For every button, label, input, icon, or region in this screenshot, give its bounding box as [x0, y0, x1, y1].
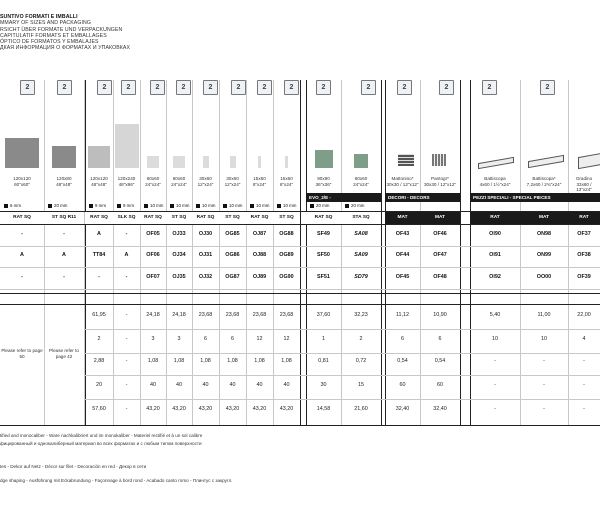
pack-value: 0,54: [397, 358, 408, 364]
size-tag-icon: 2: [540, 80, 555, 95]
pack-value: 23,68: [225, 312, 240, 318]
thickness-label: [89, 201, 106, 210]
pack-value: 12: [256, 336, 263, 342]
pack-value: -: [543, 406, 545, 412]
pack-value: 43,20: [279, 406, 294, 412]
pack-value: 40: [176, 382, 182, 388]
size-sub: 24"x24": [145, 181, 161, 187]
size-tag-icon: 2: [57, 80, 72, 95]
product-code: OI92: [489, 274, 501, 280]
thickness-label: [345, 201, 364, 210]
size-caption: [385, 176, 420, 187]
size-label: 120x120: [90, 176, 108, 181]
pack-value: 40: [229, 382, 236, 388]
size-tag-icon: 2: [316, 80, 331, 95]
thickness-value: 9 mm: [95, 203, 106, 208]
pack-value: 1,08: [254, 358, 265, 364]
pack-value: 43,20: [225, 406, 240, 412]
pack-value: -: [583, 358, 585, 364]
size-caption: [140, 176, 166, 187]
size-label: 30x60: [199, 176, 212, 181]
thickness-label: [310, 201, 329, 210]
size-label: Mattonino*: [391, 176, 414, 181]
finish-header: RAT: [568, 212, 600, 224]
header-line: SUNTIVO FORMATI E IMBALLI: [0, 14, 78, 20]
decor-swatch: [398, 154, 414, 166]
pack-value: 23,68: [198, 312, 213, 318]
size-caption: [568, 176, 600, 193]
pack-value: 15: [358, 382, 364, 388]
size-caption: [273, 176, 300, 187]
page-header: [0, 14, 130, 52]
pack-value: 40: [202, 382, 209, 388]
size-caption: [85, 176, 113, 187]
finish-header: RAT SQ: [246, 212, 273, 224]
skirting-piece: [478, 157, 514, 169]
footer-note: tes - Dekor auf Netz - Décor sur filet - Decoración en red - Декор в сети: [0, 464, 147, 469]
finish-header: ST SQ: [273, 212, 300, 224]
finish-header: ST SQ: [166, 212, 192, 224]
thickness-label: [170, 201, 189, 210]
pack-value: -: [583, 406, 585, 412]
finish-header: MAT: [385, 212, 420, 224]
thickness-square-icon: [170, 204, 174, 208]
header-line: RSICHT ÜBER FORMATE UND VERPACKUNGEN: [0, 26, 123, 33]
thickness-label: [4, 201, 21, 210]
pack-value: 43,20: [146, 406, 160, 412]
pack-value: -: [494, 358, 496, 364]
pack-value: -: [125, 406, 128, 412]
size-label: 120x120: [13, 176, 31, 181]
thickness-square-icon: [4, 204, 8, 208]
size-sub: 60"x60": [14, 181, 30, 187]
size-caption: [166, 176, 192, 187]
size-sub: 12"x24": [224, 181, 241, 187]
size-tag-icon: 2: [397, 80, 412, 95]
product-code: SF50: [317, 252, 330, 258]
pack-value: 0,54: [434, 358, 446, 364]
pack-value: -: [125, 358, 128, 364]
row-line: [85, 329, 600, 330]
product-code: OJ32: [198, 274, 213, 280]
pezzi-bar: PEZZI SPECIALI - SPECIAL PIECES: [470, 193, 600, 202]
size-tag-icon: 2: [97, 80, 112, 95]
size-label: Pantogr*: [431, 176, 449, 181]
size-label: 120x240: [117, 176, 136, 181]
pack-value: 43,20: [172, 406, 186, 412]
finish-header: RAT SQ: [192, 212, 219, 224]
product-code: ON98: [536, 231, 552, 237]
size-caption: [306, 176, 341, 187]
size-tag-icon: 2: [176, 80, 191, 95]
pack-value: 0,72: [355, 358, 367, 364]
tile-swatch: [52, 146, 76, 168]
size-caption: [420, 176, 460, 187]
product-code: -: [63, 274, 65, 280]
thickness-value: 10 mm: [283, 203, 297, 208]
size-caption: [219, 176, 246, 187]
finish-header: RAT SQ: [306, 212, 341, 224]
size-tag-icon: 2: [361, 80, 376, 95]
size-caption: [113, 176, 140, 187]
thickness-label: [277, 201, 296, 210]
thickness-square-icon: [89, 204, 93, 208]
row-line: [85, 399, 600, 400]
thickness-value: 10 mm: [150, 203, 164, 208]
finish-header: MAT: [420, 212, 460, 224]
product-code: OF06: [146, 252, 160, 258]
pack-value: 20: [96, 382, 102, 388]
row-line: [85, 375, 600, 376]
pack-value: 24,18: [146, 312, 160, 318]
size-label: 60x60: [172, 176, 186, 181]
size-sub: 24"x24": [353, 181, 369, 187]
size-tag-icon: 2: [257, 80, 272, 95]
pack-value: 4: [582, 336, 586, 342]
finish-header: RAT SQ: [85, 212, 113, 224]
finish-header: ST SQ: [219, 212, 246, 224]
pack-value: -: [543, 358, 545, 364]
pack-value: 1,08: [173, 358, 185, 364]
pack-value: 11,12: [395, 312, 410, 318]
product-code: OJ88: [252, 252, 267, 258]
thickness-square-icon: [117, 204, 121, 208]
pack-value: 60: [399, 382, 406, 388]
header-line: ÓPTICO DE FORMATOS Y EMBALAJES: [0, 39, 99, 46]
tile-swatch: [230, 156, 236, 168]
tile-swatch: [115, 124, 139, 168]
tile-swatch: [5, 138, 39, 168]
tile-swatch: [88, 146, 110, 168]
pack-value: 1,08: [281, 358, 292, 364]
pack-value: -: [543, 382, 545, 388]
product-code: OG85: [225, 231, 240, 237]
product-code: OF48: [433, 274, 447, 280]
size-sub: 4x60 / 1½"x24": [479, 181, 511, 187]
size-caption: [246, 176, 273, 187]
product-code: A: [124, 252, 129, 258]
header-band-line: [0, 224, 600, 225]
product-code: SA08: [354, 231, 368, 237]
thickness-label: [144, 201, 163, 210]
pack-value: 40: [256, 382, 263, 388]
footer-note: фицированный и однокалиберный материал во всех форматах и с любым типом поверхности: [0, 441, 202, 446]
product-code: -: [98, 274, 100, 280]
pack-value: 32,40: [395, 406, 410, 412]
pack-value: 32,23: [354, 312, 368, 318]
size-tag-icon: 2: [439, 80, 454, 95]
pack-value: 43,20: [198, 406, 213, 412]
pack-value: 1,08: [227, 358, 238, 364]
size-tag-icon: 2: [231, 80, 246, 95]
thickness-square-icon: [48, 204, 52, 208]
thickness-value: 10 mm: [229, 203, 243, 208]
tile-swatch: [203, 156, 209, 168]
pack-value: 10,90: [433, 312, 447, 318]
size-label: 30x60: [226, 176, 239, 181]
size-sub: 7,2x60 / 2¾"x24": [526, 181, 562, 187]
size-label: Battiscopa: [484, 176, 506, 181]
product-code: -: [125, 231, 128, 237]
size-label: Battiscopa*: [532, 176, 556, 181]
pack-value: 6: [204, 336, 207, 342]
size-tag-icon: 2: [20, 80, 35, 95]
group-divider: [300, 80, 301, 425]
product-code: SA09: [354, 252, 368, 258]
tile-swatch: [147, 156, 159, 168]
pack-value: 10: [492, 336, 498, 342]
product-code: -: [125, 274, 128, 280]
product-code: -: [21, 231, 23, 237]
pack-value: 6: [438, 336, 442, 342]
thickness-square-icon: [196, 204, 200, 208]
size-sub: 24"x24": [171, 181, 187, 187]
pack-value: 32,40: [433, 406, 447, 412]
thickness-label: [223, 201, 242, 210]
pack-value: 14,58: [316, 406, 331, 412]
pack-value: 37,60: [316, 312, 331, 318]
tile-swatch: [173, 156, 185, 168]
size-sub: 30x30 / 12"x12": [423, 181, 457, 187]
product-code: OJ34: [172, 252, 186, 258]
size-caption: [341, 176, 381, 187]
pack-value: 1: [322, 336, 325, 342]
product-code: A: [97, 231, 101, 237]
pack-value: 0,81: [318, 358, 329, 364]
product-code: OJ87: [252, 231, 267, 237]
product-code: OF39: [577, 274, 591, 280]
thickness-square-icon: [345, 204, 349, 208]
pack-value: -: [494, 382, 496, 388]
size-tag-icon: 2: [482, 80, 497, 95]
product-code: OJ33: [172, 231, 186, 237]
finish-header: RAT: [470, 212, 520, 224]
pack-value: 2,88: [93, 358, 105, 364]
product-code: A: [20, 252, 24, 258]
pack-value: 11,00: [537, 312, 551, 318]
thickness-square-icon: [277, 204, 281, 208]
header-line: MMARY OF SIZES AND PACKAGING: [0, 20, 92, 27]
product-code: OF38: [577, 252, 591, 258]
size-tag-icon: 2: [121, 80, 136, 95]
size-sub: 48"x48": [91, 181, 107, 187]
pack-value: 1,08: [200, 358, 211, 364]
pack-value: 30: [320, 382, 327, 388]
pack-value: 60: [437, 382, 443, 388]
product-code: OG86: [225, 252, 240, 258]
thickness-label: [48, 201, 67, 210]
pack-value: -: [125, 312, 128, 318]
size-label: 120x80: [56, 176, 72, 181]
step-piece: [578, 153, 600, 169]
product-code: OG87: [225, 274, 240, 280]
group-divider: [381, 80, 382, 425]
size-label: 60x60: [354, 176, 368, 181]
row-line: [85, 353, 600, 354]
size-caption: [520, 176, 568, 187]
product-code: OF47: [433, 252, 447, 258]
tile-swatch: [354, 154, 368, 168]
product-code: OJ89: [252, 274, 267, 280]
pack-value: 3: [177, 336, 181, 342]
section-line: [0, 425, 600, 426]
size-sub: 48"x96": [118, 181, 135, 187]
pack-value: 22,00: [577, 312, 591, 318]
pack-value: 40: [283, 382, 290, 388]
product-code: OJ31: [198, 252, 213, 258]
product-code: ON99: [536, 252, 552, 258]
size-sub: 33x60 / 13"x24": [576, 181, 592, 193]
skirting-piece: [528, 155, 564, 168]
pack-value: 61,95: [92, 312, 106, 318]
product-code: A: [62, 252, 66, 258]
thickness-value: 20 mm: [54, 203, 68, 208]
thickness-square-icon: [223, 204, 227, 208]
size-label: 15x60: [280, 176, 293, 181]
size-sub: 48"x48": [56, 181, 72, 187]
size-label: 60x60: [146, 176, 160, 181]
finish-header: MAT: [520, 212, 568, 224]
thickness-value: 20 mm: [351, 203, 365, 208]
size-caption: [192, 176, 219, 187]
pack-value: 1,08: [147, 358, 159, 364]
thickness-square-icon: [310, 204, 314, 208]
thickness-label: [250, 201, 269, 210]
size-label: Gradino: [575, 176, 593, 181]
pack-value: -: [125, 382, 128, 388]
size-tag-icon: 2: [203, 80, 218, 95]
refer-note: Please refer to page 42: [49, 348, 79, 359]
product-code: OF07: [146, 274, 160, 280]
product-code: OG89: [279, 252, 294, 258]
header-line: CAPITULATIF FORMATS ET EMBALLAGES: [0, 32, 107, 39]
pack-value: 5,40: [489, 312, 501, 318]
product-code: SF51: [317, 274, 330, 280]
product-code: OJ30: [198, 231, 213, 237]
product-code: OG88: [279, 231, 294, 237]
thickness-value: 10 mm: [256, 203, 270, 208]
pack-value: 2: [97, 336, 101, 342]
size-tag-icon: 2: [150, 80, 165, 95]
product-code: OI91: [489, 252, 501, 258]
size-caption: [44, 176, 84, 187]
evo-bar: EVO_2/E -: [306, 193, 381, 202]
thickness-label: [196, 201, 215, 210]
tile-swatch: [285, 156, 288, 168]
footer-note: tified and monocaliber - Ware nachkalibriert und im monokaliber - Materiel rectifié et à un sol calibre: [0, 433, 203, 438]
thickness-square-icon: [144, 204, 148, 208]
finish-header: RAT SQ: [140, 212, 166, 224]
row-line: [0, 289, 600, 290]
thickness-value: 9 mm: [123, 203, 134, 208]
product-code: SF49: [317, 231, 330, 237]
thickness-value: 10 mm: [176, 203, 190, 208]
pack-value: 6: [231, 336, 234, 342]
product-code: SD79: [354, 274, 368, 280]
pack-value: -: [494, 406, 496, 412]
pack-value: 57,60: [92, 406, 106, 412]
footer-note: dge shaping - Ausführung mit Eckabrundung - Façonnage à bord rond - Acabado canto romo - Плинтус с закругл.: [0, 478, 233, 483]
thickness-label: [117, 201, 134, 210]
product-code: -: [21, 274, 23, 280]
pack-value: 2: [359, 336, 363, 342]
product-code: OF05: [146, 231, 160, 237]
pack-value: 12: [283, 336, 290, 342]
finish-header: STA SQ: [341, 212, 381, 224]
size-label: 90x90: [317, 176, 330, 181]
product-code: OO00: [536, 274, 552, 280]
product-code: -: [63, 231, 65, 237]
refer-note: Please refer to page 50: [1, 348, 43, 359]
thickness-value: 10 mm: [202, 203, 216, 208]
size-sub: 12"x24": [197, 181, 214, 187]
size-label: 15x60: [253, 176, 266, 181]
size-sub: 6"x24": [279, 181, 294, 187]
pack-value: 23,68: [252, 312, 267, 318]
tile-swatch: [258, 156, 261, 168]
decori-bar: DECORI - DECORS: [385, 193, 460, 202]
product-code: OF45: [395, 274, 410, 280]
size-caption: [470, 176, 520, 187]
section-line: [0, 304, 600, 305]
pack-value: 43,20: [252, 406, 267, 412]
pack-value: 10: [541, 336, 547, 342]
thickness-value: 20 mm: [316, 203, 330, 208]
product-code: OI90: [489, 231, 501, 237]
size-sub: 36"x36": [315, 181, 332, 187]
header-line: ДКАЯ ИНФОРМАЦИЯ О ФОРМАТАХ И УПАКОВКАХ: [0, 45, 131, 52]
size-sub: 6"x24": [252, 181, 267, 187]
thickness-value: 6 mm: [10, 203, 21, 208]
tile-swatch: [315, 150, 333, 168]
finish-header: ST SQ R11: [44, 212, 84, 224]
section-line: [0, 293, 600, 294]
product-code: TT84: [92, 252, 106, 258]
pack-value: 40: [150, 382, 156, 388]
size-tag-icon: 2: [284, 80, 299, 95]
pack-value: 6: [401, 336, 404, 342]
product-code: OF44: [395, 252, 410, 258]
product-code: OF46: [433, 231, 447, 237]
pack-value: 21,60: [354, 406, 368, 412]
pack-value: 23,68: [279, 312, 294, 318]
finish-header: RAT SQ: [0, 212, 44, 224]
group-divider: [460, 80, 461, 425]
size-sub: 30x30 / 12"x12": [386, 181, 419, 187]
product-code: OJ35: [172, 274, 186, 280]
finish-header: SLK SQ: [113, 212, 140, 224]
size-caption: [0, 176, 44, 187]
product-code: OG90: [279, 274, 294, 280]
pack-value: -: [125, 336, 128, 342]
row-line: [0, 267, 600, 268]
product-code: OF43: [395, 231, 410, 237]
decor-swatch: [432, 154, 446, 166]
row-line: [0, 246, 600, 247]
thickness-square-icon: [250, 204, 254, 208]
pack-value: 3: [151, 336, 155, 342]
pack-value: -: [583, 382, 585, 388]
product-code: OF37: [577, 231, 591, 237]
pack-value: 24,18: [172, 312, 186, 318]
